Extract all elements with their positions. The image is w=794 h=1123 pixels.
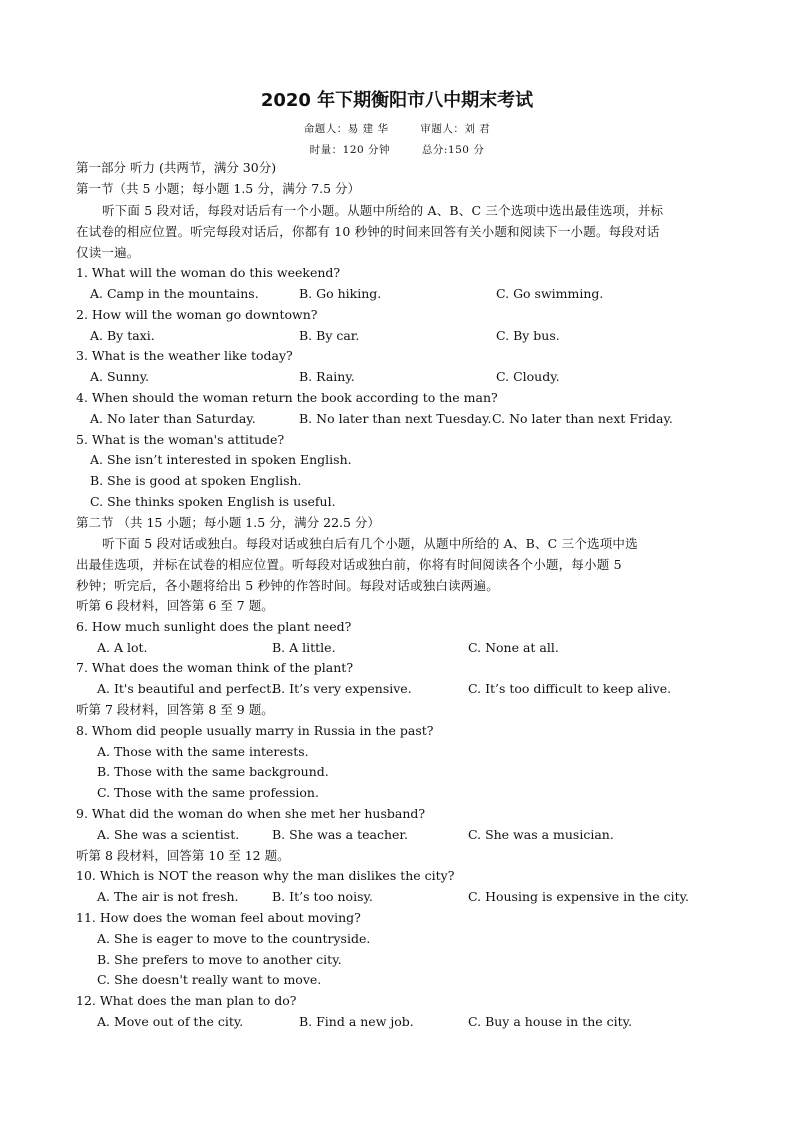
question-12-option-b: B. Find a new job. <box>299 1014 414 1029</box>
reviewer-label: 审题人：刘 君 <box>420 123 491 135</box>
material-6-note: 听第 6 段材料，回答第 6 至 7 题。 <box>76 598 274 613</box>
question-8-stem: 8. Whom did people usually marry in Russia in the past? <box>76 723 434 738</box>
question-7-stem: 7. What does the woman think of the plant? <box>76 660 354 675</box>
question-11-option-b: B. She prefers to move to another city. <box>97 952 342 967</box>
question-8-option-a: A. Those with the same interests. <box>97 744 309 759</box>
question-5-option-a: A. She isn’t interested in spoken English. <box>90 452 352 467</box>
part-one-title: 第一部分 听力 (共两节，满分 30分) <box>76 160 277 175</box>
question-2-option-b: B. By car. <box>299 328 360 343</box>
question-3-option-b: B. Rainy. <box>299 369 355 384</box>
question-7-option-b: B. It’s very expensive. <box>272 681 412 696</box>
question-6-option-b: B. A little. <box>272 640 336 655</box>
question-5-option-c: C. She thinks spoken English is useful. <box>90 494 336 509</box>
total-score-label: 总分:150 分 <box>421 144 485 156</box>
question-5-stem: 5. What is the woman's attitude? <box>76 432 285 447</box>
question-4-option-c: C. No later than next Friday. <box>492 411 673 426</box>
question-8-option-c: C. Those with the same profession. <box>97 785 319 800</box>
question-4-stem: 4. When should the woman return the book according to the man? <box>76 390 498 405</box>
section-two-instructions-line-1: 听下面 5 段对话或独白。每段对话或独白后有几个小题，从题中所给的 A、B、C 三个选项中选 <box>102 536 638 551</box>
section-two-instructions-line-3: 秒钟；听完后，各小题将给出 5 秒钟的作答时间。每段对话或独白读两遍。 <box>76 578 499 593</box>
section-two-instructions-line-2: 出最佳选项，并标在试卷的相应位置。听每段对话或独白前，你将有时间阅读各个小题，每小题 5 <box>76 557 622 572</box>
time-label: 时量：120 分钟 <box>309 144 391 156</box>
question-12-option-c: C. Buy a house in the city. <box>468 1014 633 1029</box>
question-9-option-a: A. She was a scientist. <box>97 827 240 842</box>
setter-label: 命题人：易 建 华 <box>303 123 389 135</box>
question-11-stem: 11. How does the woman feel about moving? <box>76 910 361 925</box>
question-3-stem: 3. What is the weather like today? <box>76 348 293 363</box>
question-1-option-a: A. Camp in the mountains. <box>90 286 259 301</box>
section-two-title: 第二节 （共 15 小题；每小题 1.5 分，满分 22.5 分） <box>76 515 380 530</box>
question-12-stem: 12. What does the man plan to do? <box>76 993 297 1008</box>
question-3-option-a: A. Sunny. <box>90 369 150 384</box>
question-3-option-c: C. Cloudy. <box>496 369 560 384</box>
question-2-stem: 2. How will the woman go downtown? <box>76 307 318 322</box>
question-9-stem: 9. What did the woman do when she met her husband? <box>76 806 426 821</box>
question-10-option-b: B. It’s too noisy. <box>272 889 373 904</box>
question-7-option-a: A. It's beautiful and perfect. <box>97 681 276 696</box>
exam-staff-line <box>0 121 794 136</box>
question-11-option-c: C. She doesn't really want to move. <box>97 972 322 987</box>
question-2-option-a: A. By taxi. <box>90 328 155 343</box>
question-2-option-c: C. By bus. <box>496 328 560 343</box>
question-5-option-b: B. She is good at spoken English. <box>90 473 302 488</box>
question-1-option-c: C. Go swimming. <box>496 286 604 301</box>
section-one-title: 第一节（共 5 小题；每小题 1.5 分，满分 7.5 分） <box>76 181 361 196</box>
section-one-instructions-line-3: 仅读一遍。 <box>76 245 140 260</box>
question-4-option-a: A. No later than Saturday. <box>90 411 256 426</box>
question-9-option-c: C. She was a musician. <box>468 827 614 842</box>
question-12-option-a: A. Move out of the city. <box>97 1014 244 1029</box>
question-8-option-b: B. Those with the same background. <box>97 764 329 779</box>
material-8-note: 听第 8 段材料，回答第 10 至 12 题。 <box>76 848 290 863</box>
question-6-option-c: C. None at all. <box>468 640 559 655</box>
question-1-stem: 1. What will the woman do this weekend? <box>76 265 341 280</box>
question-10-option-c: C. Housing is expensive in the city. <box>468 889 689 904</box>
exam-title: 2020 年下期衡阳市八中期末考试 <box>260 90 534 111</box>
question-11-option-a: A. She is eager to move to the countryside. <box>97 931 371 946</box>
question-10-option-a: A. The air is not fresh. <box>97 889 239 904</box>
question-1-option-b: B. Go hiking. <box>299 286 382 301</box>
exam-time-line <box>0 142 794 157</box>
question-7-option-c: C. It’s too difficult to keep alive. <box>468 681 672 696</box>
material-7-note: 听第 7 段材料，回答第 8 至 9 题。 <box>76 702 274 717</box>
question-6-stem: 6. How much sunlight does the plant need? <box>76 619 352 634</box>
question-10-stem: 10. Which is NOT the reason why the man dislikes the city? <box>76 868 455 883</box>
question-9-option-b: B. She was a teacher. <box>272 827 408 842</box>
section-one-instructions-line-2: 在试卷的相应位置。听完每段对话后，你都有 10 秒钟的时间来回答有关小题和阅读下一小题。每段对话 <box>76 224 660 239</box>
question-4-option-b: B. No later than next Tuesday. <box>299 411 492 426</box>
question-6-option-a: A. A lot. <box>97 640 148 655</box>
section-one-instructions-line-1: 听下面 5 段对话，每段对话后有一个小题。从题中所给的 A、B、C 三个选项中选出最佳选项，并标 <box>102 203 664 218</box>
